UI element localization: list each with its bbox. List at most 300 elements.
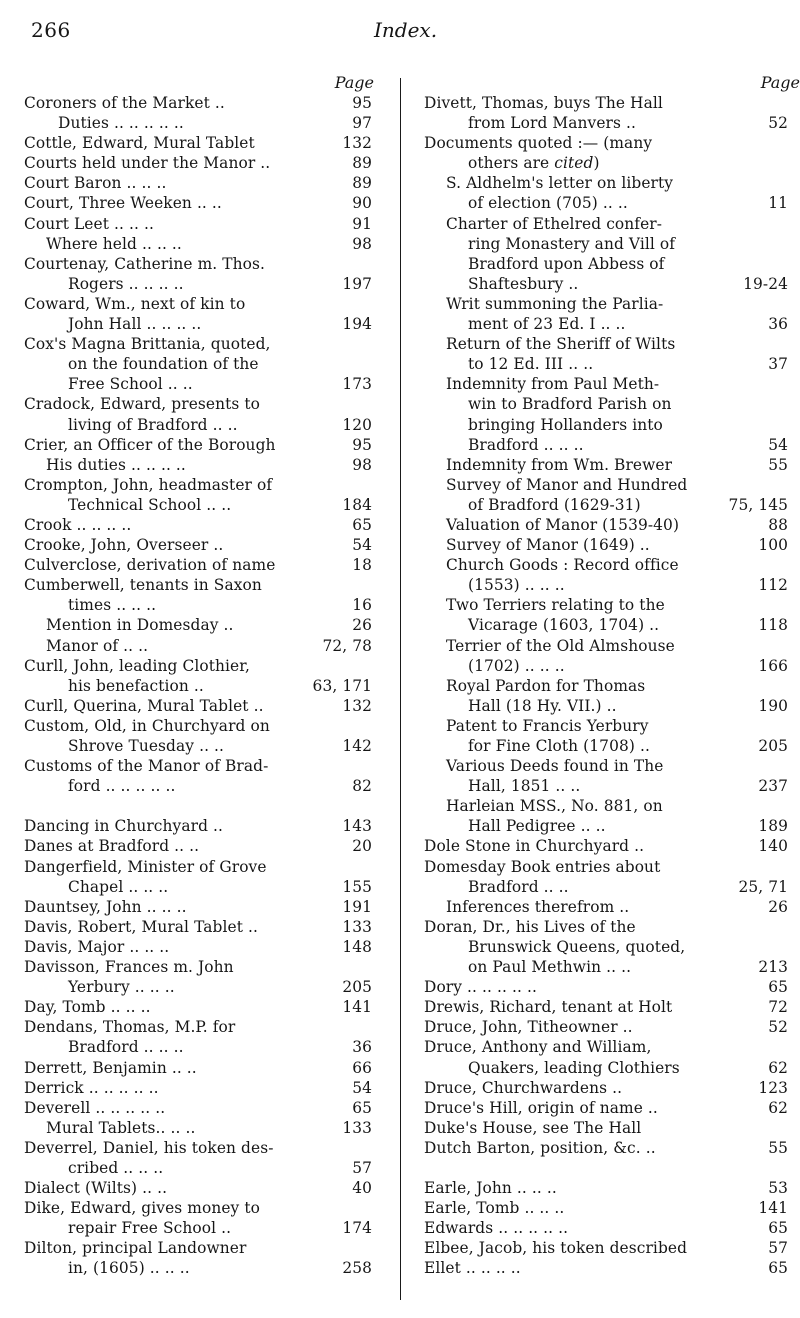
index-entry — [424, 1198, 788, 1218]
index-entry — [424, 374, 776, 394]
entry-text: Druce's Hill, origin of name .. — [424, 1098, 658, 1117]
index-entry — [424, 917, 776, 937]
entry-page: 174 — [342, 1219, 372, 1238]
index-entry — [24, 193, 376, 213]
index-entry — [24, 716, 376, 736]
page-column-heading: Page — [760, 73, 800, 92]
entry-text: Coroners of the Market .. — [24, 94, 225, 112]
page-column-heading: Page — [334, 73, 374, 92]
index-entry — [424, 1037, 776, 1057]
entry-text: Dendans, Thomas, M.P. for — [24, 1018, 236, 1037]
index-entry — [24, 173, 376, 193]
entry-text: Davisson, Frances m. John — [24, 958, 234, 977]
entry-page: 54 — [768, 435, 788, 454]
entry-page: 62 — [768, 1098, 788, 1117]
index-entry — [424, 113, 788, 133]
entry-page: 98 — [352, 234, 372, 253]
entry-page: 57 — [352, 1158, 372, 1177]
entry-page: 65 — [352, 515, 372, 534]
index-entry — [424, 193, 788, 213]
entry-text: on the foundation of the — [68, 355, 259, 374]
entry-text: Dutch Barton, position, &c. .. — [424, 1138, 656, 1157]
entry-text: win to Bradford Parish on — [468, 395, 672, 414]
entry-page: 88 — [768, 515, 788, 534]
entry-text: Dilton, principal Landowner — [24, 1239, 247, 1258]
index-entry — [24, 1098, 376, 1118]
entry-text: Dauntsey, John .. .. .. — [24, 897, 187, 916]
entry-text: John Hall .. .. .. .. — [68, 315, 202, 334]
entry-page: 36 — [768, 315, 788, 334]
index-entry — [424, 1258, 788, 1278]
entry-text: Dangerfield, Minister of Grove — [24, 857, 267, 876]
index-entry — [424, 756, 776, 776]
entry-text: cribed .. .. .. — [68, 1158, 164, 1177]
index-entry — [424, 676, 776, 696]
index-column-right — [424, 73, 800, 1279]
index-entry — [24, 917, 376, 937]
index-entry — [424, 555, 776, 575]
entry-text: Valuation of Manor (1539-40) — [446, 515, 680, 534]
entry-text: Chapel .. .. .. — [68, 877, 169, 896]
index-entry — [24, 314, 376, 334]
entry-text: Documents quoted :— (many — [424, 134, 653, 153]
index-entry — [24, 133, 376, 153]
index-entry — [24, 836, 376, 856]
entry-page: 100 — [758, 536, 788, 555]
entry-page: 140 — [758, 837, 788, 856]
index-entry — [424, 1078, 788, 1098]
index-entry — [424, 656, 788, 676]
entry-page: 72 — [768, 998, 788, 1017]
entry-text: Court, Three Weeken .. .. — [24, 194, 222, 213]
index-entry — [24, 475, 376, 495]
index-entry — [424, 1238, 788, 1258]
entry-text: Curll, Querina, Mural Tablet .. — [24, 696, 264, 715]
entry-text: Crier, an Officer of the Borough — [24, 435, 276, 454]
entry-page: 95 — [352, 435, 372, 454]
index-entry — [424, 636, 776, 656]
entry-page: 18 — [352, 556, 372, 575]
index-entry — [424, 977, 788, 997]
entry-text: Danes at Bradford .. .. — [24, 837, 200, 856]
entry-text: Courtenay, Catherine m. Thos. — [24, 254, 265, 273]
entry-page: 148 — [342, 937, 372, 956]
index-entry — [24, 816, 376, 836]
entry-page: 123 — [758, 1078, 788, 1097]
entry-text: Coward, Wm., next of kin to — [24, 294, 246, 313]
entry-text: Writ summoning the Parlia- — [446, 294, 664, 313]
index-entry — [424, 736, 788, 756]
entry-page: 197 — [342, 274, 372, 293]
entry-text: his benefaction .. — [68, 676, 204, 695]
index-entry — [424, 435, 788, 455]
index-entry — [424, 515, 788, 535]
entry-text: Customs of the Manor of Brad- — [24, 757, 269, 776]
entry-page: 54 — [352, 536, 372, 555]
index-entry — [424, 776, 788, 796]
index-entry — [24, 756, 376, 776]
entry-text: Survey of Manor and Hundred — [446, 475, 688, 494]
entry-text: ford .. .. .. .. .. — [68, 777, 176, 796]
index-entry — [424, 937, 776, 957]
index-entry — [24, 736, 376, 756]
index-entry — [424, 1178, 788, 1198]
entry-text: (1702) .. .. .. — [468, 656, 565, 675]
entry-page: 16 — [352, 596, 372, 615]
index-entry — [24, 575, 376, 595]
entry-page: 57 — [768, 1239, 788, 1258]
entry-page: 173 — [342, 375, 372, 394]
entry-page: 190 — [758, 696, 788, 715]
index-entry — [24, 1118, 376, 1138]
entry-text: Dory .. .. .. .. .. — [424, 978, 537, 997]
entry-page: 237 — [758, 777, 788, 796]
entry-text: Shaftesbury .. — [468, 274, 579, 293]
entry-text: Church Goods : Record office — [446, 556, 679, 575]
entry-page: 143 — [342, 817, 372, 836]
entry-text: Dole Stone in Churchyard .. — [424, 837, 645, 856]
entry-page: 213 — [758, 958, 788, 977]
entry-text: Deverrel, Daniel, his token des- — [24, 1138, 274, 1157]
entry-text: Indemnity from Paul Meth- — [446, 375, 660, 394]
entry-page: 65 — [768, 1259, 788, 1278]
entry-page: 133 — [342, 1118, 372, 1137]
index-entry — [24, 274, 376, 294]
index-entry — [424, 1017, 788, 1037]
entry-page: 89 — [352, 174, 372, 193]
index-entry — [424, 495, 788, 515]
entry-page: 55 — [768, 1138, 788, 1157]
entry-text: Mention in Domesday .. — [46, 616, 234, 635]
entry-text: Court Leet .. .. .. — [24, 214, 154, 233]
page-number: 266 — [31, 18, 71, 42]
entry-page: 40 — [352, 1179, 372, 1198]
index-entry — [424, 475, 776, 495]
entry-page: 36 — [352, 1038, 372, 1057]
index-entry — [424, 415, 776, 435]
index-entry — [424, 716, 776, 736]
entry-text: S. Aldhelm's letter on liberty — [446, 174, 674, 193]
index-entry — [24, 334, 376, 354]
index-column-left — [24, 73, 376, 1279]
entry-text: Shrove Tuesday .. .. — [68, 737, 225, 755]
entry-text: Where held .. .. .. — [46, 234, 182, 253]
index-entry — [24, 113, 376, 133]
entry-text: living of Bradford .. .. — [68, 415, 238, 434]
entry-text: Charter of Ethelred confer- — [446, 214, 663, 233]
index-entry — [424, 696, 788, 716]
index-entry — [424, 354, 788, 374]
index-entry — [424, 796, 776, 816]
index-entry — [24, 394, 376, 414]
entry-page: 132 — [342, 696, 372, 715]
index-entry — [24, 595, 376, 615]
entry-text: His duties .. .. .. .. — [46, 455, 186, 474]
entry-text: Two Terriers relating to the — [446, 596, 665, 615]
entry-page: 132 — [342, 134, 372, 153]
entry-text: Brunswick Queens, quoted, — [468, 937, 686, 956]
entry-text: Drewis, Richard, tenant at Holt — [424, 998, 673, 1017]
index-entry — [24, 615, 376, 635]
entry-page: 37 — [768, 355, 788, 374]
entry-page: 82 — [352, 777, 372, 796]
entry-page: 97 — [352, 114, 372, 133]
entry-page: 141 — [342, 998, 372, 1017]
entry-page: 65 — [352, 1098, 372, 1117]
entry-text: Cox's Magna Brittania, quoted, — [24, 335, 271, 354]
index-entry — [24, 1218, 376, 1238]
entry-text: Vicarage (1603, 1704) .. — [468, 616, 660, 635]
entry-text: Duke's House, see The Hall — [424, 1118, 642, 1137]
entry-text: others are cited) — [468, 154, 600, 173]
entry-text: Inferences therefrom .. — [446, 897, 630, 916]
entry-text: Crompton, John, headmaster of — [24, 475, 273, 494]
index-entry — [424, 836, 788, 856]
entry-page: 11 — [768, 194, 788, 213]
index-entry — [24, 153, 376, 173]
index-entry — [24, 997, 376, 1017]
entry-page: 66 — [352, 1058, 372, 1077]
entry-text: Custom, Old, in Churchyard on — [24, 716, 270, 735]
entry-text: Hall Pedigree .. .. — [468, 817, 606, 836]
entry-page: 112 — [758, 576, 788, 595]
index-entry — [24, 937, 376, 957]
entry-page: 75, 145 — [728, 495, 788, 514]
entry-text: ring Monastery and Vill of — [468, 234, 676, 253]
entry-text: Deverell .. .. .. .. .. — [24, 1098, 166, 1117]
entry-page: 26 — [768, 897, 788, 916]
entry-text: Derrick .. .. .. .. .. — [24, 1078, 159, 1097]
index-entry — [424, 857, 776, 877]
index-entry — [424, 1058, 788, 1078]
entry-page: 141 — [758, 1199, 788, 1218]
index-entry — [424, 153, 776, 173]
entry-text: Davis, Major .. .. .. — [24, 937, 170, 956]
index-entry — [424, 274, 788, 294]
entry-text: bringing Hollanders into — [468, 415, 663, 434]
entry-text: Technical School .. .. — [68, 495, 232, 514]
entry-page: 194 — [342, 315, 372, 334]
index-entry — [424, 294, 776, 314]
index-entry — [424, 334, 776, 354]
entry-text: Quakers, leading Clothiers — [468, 1058, 680, 1077]
index-entry — [424, 394, 776, 414]
entry-text: Crook .. .. .. .. — [24, 515, 132, 534]
entry-text: Free School .. .. — [68, 375, 193, 394]
index-entry — [424, 595, 776, 615]
index-entry — [24, 515, 376, 535]
entry-text: Domesday Book entries about — [424, 857, 661, 876]
entry-text: Dancing in Churchyard .. — [24, 817, 223, 836]
index-entry — [424, 314, 788, 334]
index-entry — [24, 897, 376, 917]
entry-page: 189 — [758, 817, 788, 836]
entry-page: 95 — [352, 94, 372, 112]
entry-page: 55 — [768, 455, 788, 474]
entry-text: Druce, John, Titheowner .. — [424, 1018, 633, 1037]
entry-text: of election (705) .. .. — [468, 194, 628, 213]
entry-text: Mural Tablets.. .. .. — [46, 1118, 196, 1137]
index-entry — [424, 93, 776, 113]
entry-text: Druce, Anthony and William, — [424, 1038, 652, 1057]
entry-text: in, (1605) .. .. .. — [68, 1259, 190, 1278]
index-entry — [24, 1058, 376, 1078]
index-entry — [24, 636, 376, 656]
index-entry — [24, 1198, 376, 1218]
index-entry — [424, 455, 788, 475]
entry-page: 118 — [758, 616, 788, 635]
entry-text: Terrier of the Old Almshouse — [446, 636, 675, 655]
entry-text: Return of the Sheriff of Wilts — [446, 335, 676, 354]
index-entry — [24, 676, 376, 696]
index-entry — [24, 214, 376, 234]
entry-text: Crooke, John, Overseer .. — [24, 536, 224, 555]
index-entry — [24, 415, 376, 435]
entry-text: Bradford .. .. .. — [68, 1038, 184, 1057]
entry-text: (1553) .. .. .. — [468, 576, 565, 595]
index-entry — [424, 877, 788, 897]
entry-page: 258 — [342, 1259, 372, 1278]
entry-text: Bradford upon Abbess of — [468, 254, 665, 273]
entry-text: Cradock, Edward, presents to — [24, 395, 261, 414]
entry-text: Harleian MSS., No. 881, on — [446, 797, 663, 816]
entry-page: 90 — [352, 194, 372, 213]
entry-page: 62 — [768, 1058, 788, 1077]
entry-page: 91 — [352, 214, 372, 233]
entry-page: 89 — [352, 154, 372, 173]
entry-text: Earle, John .. .. .. — [424, 1179, 557, 1198]
entry-text: Manor of .. .. — [46, 636, 149, 655]
index-entry — [424, 1138, 788, 1158]
entry-page: 65 — [768, 1219, 788, 1238]
index-entry — [24, 977, 376, 997]
entry-text: Culverclose, derivation of name — [24, 556, 276, 575]
entry-text: Survey of Manor (1649) .. — [446, 536, 650, 555]
index-entry — [424, 816, 788, 836]
index-entry — [24, 435, 376, 455]
index-entry — [24, 656, 376, 676]
running-title: Index. — [374, 18, 438, 42]
index-entry — [24, 1258, 376, 1278]
index-entry — [24, 1238, 376, 1258]
entry-text: Yerbury .. .. .. — [68, 978, 175, 997]
index-entry — [424, 214, 776, 234]
entry-text: Indemnity from Wm. Brewer — [446, 455, 673, 474]
index-entry — [24, 1178, 376, 1198]
index-entry — [424, 615, 788, 635]
entry-text: Cumberwell, tenants in Saxon — [24, 576, 262, 595]
entry-text: Various Deeds found in The — [446, 757, 664, 776]
section-gap — [24, 796, 376, 816]
index-entry — [24, 877, 376, 897]
entry-text: Rogers .. .. .. .. — [68, 274, 184, 293]
index-entry — [424, 897, 788, 917]
entry-page: 54 — [352, 1078, 372, 1097]
entry-text: ment of 23 Ed. I .. .. — [468, 315, 626, 334]
entry-page: 191 — [342, 897, 372, 916]
entry-text: for Fine Cloth (1708) .. — [468, 737, 650, 755]
index-entry — [24, 1037, 376, 1057]
entry-page: 65 — [768, 978, 788, 997]
page-header — [0, 14, 800, 48]
entry-text: Divett, Thomas, buys The Hall — [424, 94, 663, 112]
entry-text: Courts held under the Manor .. — [24, 154, 271, 173]
index-entry — [24, 254, 376, 274]
index-entry — [424, 1098, 788, 1118]
index-entry — [424, 997, 788, 1017]
entry-page: 184 — [342, 495, 372, 514]
index-entry — [24, 957, 376, 977]
index-entry — [24, 776, 376, 796]
entry-text: repair Free School .. — [68, 1219, 232, 1238]
entry-text: Bradford .. .. — [468, 877, 569, 896]
entry-text: Court Baron .. .. .. — [24, 174, 167, 193]
entry-text: Ellet .. .. .. .. — [424, 1259, 521, 1278]
entry-text: of Bradford (1629-31) — [468, 495, 641, 514]
index-entry — [24, 495, 376, 515]
index-entry — [24, 696, 376, 716]
entry-text: Hall (18 Hy. VII.) .. — [468, 696, 617, 715]
entry-text: Edwards .. .. .. .. .. — [424, 1219, 569, 1238]
entry-text: Druce, Churchwardens .. — [424, 1078, 623, 1097]
index-entry — [424, 957, 788, 977]
entry-page: 155 — [342, 877, 372, 896]
index-entry — [24, 354, 376, 374]
index-entry — [424, 575, 788, 595]
index-entry — [24, 1078, 376, 1098]
entry-page: 142 — [342, 737, 372, 755]
entry-page: 20 — [352, 837, 372, 856]
index-entry — [24, 1158, 376, 1178]
entry-text: Dialect (Wilts) .. .. — [24, 1179, 168, 1198]
entry-text: times .. .. .. — [68, 596, 157, 615]
index-entry — [24, 374, 376, 394]
entry-page: 205 — [758, 737, 788, 755]
index-entry — [424, 1218, 788, 1238]
entry-page: 63, 171 — [312, 676, 372, 695]
index-entry — [424, 535, 788, 555]
index-entry — [424, 1118, 776, 1138]
entry-page: 52 — [768, 114, 788, 133]
entry-page: 19-24 — [743, 274, 788, 293]
index-entry — [24, 93, 376, 113]
entry-page: 26 — [352, 616, 372, 635]
entry-text: Royal Pardon for Thomas — [446, 676, 646, 695]
entry-text: Doran, Dr., his Lives of the — [424, 917, 636, 936]
index-entry — [424, 234, 776, 254]
entry-page: 166 — [758, 656, 788, 675]
entry-page: 53 — [768, 1179, 788, 1198]
entry-text: Day, Tomb .. .. .. — [24, 998, 151, 1017]
index-entry — [24, 535, 376, 555]
index-entry — [24, 455, 376, 475]
entry-page: 98 — [352, 455, 372, 474]
entry-page: 133 — [342, 917, 372, 936]
index-entry — [424, 173, 776, 193]
entry-text: Hall, 1851 .. .. — [468, 777, 581, 796]
index-entry — [24, 555, 376, 575]
column-divider — [400, 78, 401, 1300]
index-entry — [424, 133, 776, 153]
entry-text: Davis, Robert, Mural Tablet .. — [24, 917, 258, 936]
index-entry — [24, 1017, 376, 1037]
index-entry — [24, 1138, 376, 1158]
entry-page: 72, 78 — [322, 636, 372, 655]
entry-page: 25, 71 — [738, 877, 788, 896]
entry-page: 205 — [342, 978, 372, 997]
entry-text: Patent to Francis Yerbury — [446, 716, 649, 735]
entry-text: on Paul Methwin .. .. — [468, 958, 632, 977]
